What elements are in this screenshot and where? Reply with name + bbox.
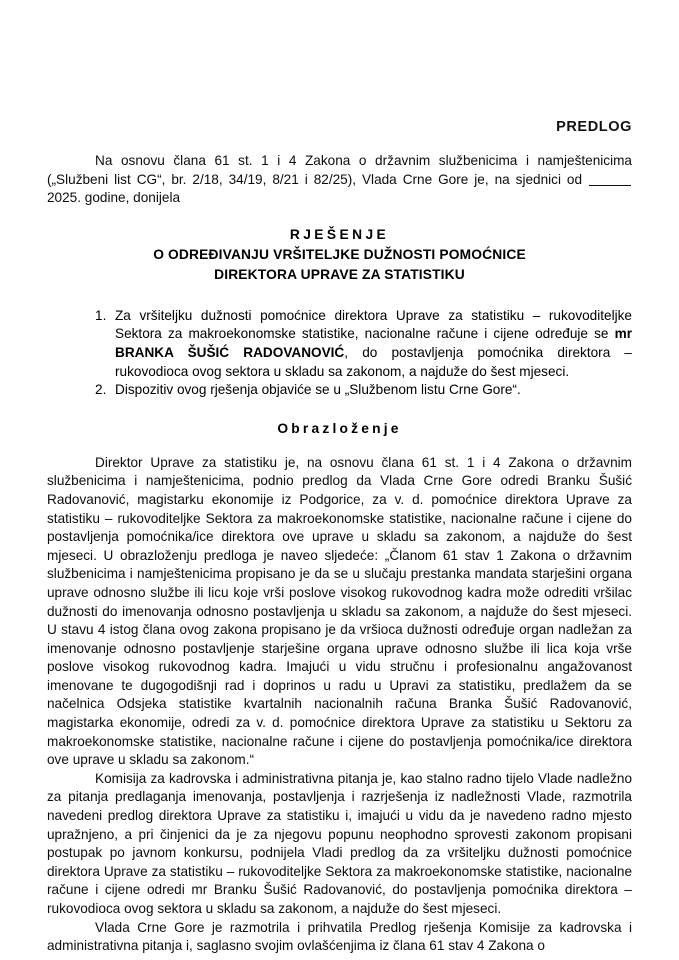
list-item bbox=[95, 307, 632, 381]
title-line-3: DIREKTORA UPRAVE ZA STATISTIKU bbox=[214, 266, 465, 282]
predlog-label: PREDLOG bbox=[556, 119, 632, 135]
list-item bbox=[95, 381, 632, 400]
intro-paragraph bbox=[47, 152, 632, 208]
intro-text-before-blank: Na osnovu člana 61 st. 1 i 4 Zakona o državnim službenicima i namještenicima („Službeni list CG“, br. 2/18, 34/19, 8/21 i 82/25), Vlada Crne Gore je, na sjednici od bbox=[47, 153, 632, 187]
decisions-list bbox=[47, 307, 632, 400]
decision-text-part2: , do postavljenja pomoćnika direktora – rukovodioca ovog sektora u skladu sa zakonom, a najduže do šest mjeseci. bbox=[115, 344, 632, 379]
predlog-header bbox=[0, 118, 632, 136]
decision-appointee-name: mr BRANKA ŠUŠIĆ RADOVANOVIĆ bbox=[115, 326, 632, 360]
reasoning-body bbox=[47, 454, 632, 956]
intro-text-after-blank: 2025. godine, donijela bbox=[47, 190, 181, 206]
title-line-1: RJEŠENJE bbox=[289, 226, 390, 242]
reasoning-paragraph-2: Komisija za kadrovska i administrativna pitanja je, kao stalno radno tijelo Vlade nadležno za pitanja predlaganja imenovanja, postavljenja i razrješenja iz nadležnosti Vlade, razmotrila navedeni predlog direktora Uprave za statistiku i, imajući u vidu da je navedeno radno mjesto upražnjeno, a pri činjenici da je za njegovu popunu neophodno sprovesti zakonom propisani postupak po javnom konkursu, podnijela Vladi predlog da za vršiteljku dužnosti pomoćnice direktora Uprave za statistiku – rukovoditeljke Sektora za makroekonomske statistike, nacionalne račune i cijene odredi mr Branku Šušić Radovanović, do postavljenja pomoćnika direktora – rukovodioca ovog sektora u skladu sa zakonom, a najduže do šest mjeseci. bbox=[47, 770, 632, 916]
decision-text-part1: Za vršiteljku dužnosti pomoćnice direktora Uprave za statistiku – rukovoditeljke Sektora za makroekonomske statistike, nacionalne račune i cijene određuje se bbox=[115, 307, 632, 342]
date-blank-field[interactable] bbox=[589, 185, 631, 186]
title-line-2: O ODREĐIVANJU VRŠITELJKE DUŽNOSTI POMOĆNICE bbox=[153, 246, 526, 262]
reasoning-heading-block bbox=[47, 420, 632, 438]
reasoning-paragraph-3: Vlada Crne Gore je razmotrila i prihvatila Predlog rješenja Komisije za kadrovska i administrativna pitanja i, saglasno svojim ovlašćenjima iz člana 61 stav 4 Zakona o bbox=[47, 919, 632, 954]
reasoning-heading: Obrazloženje bbox=[277, 420, 402, 436]
document-title-block bbox=[47, 225, 632, 285]
document-content bbox=[47, 152, 632, 956]
decision-text-part1: Dispozitiv ovog rješenja objaviće se u „Službenom listu Crne Gore“. bbox=[115, 382, 521, 398]
reasoning-paragraph-1: Direktor Uprave za statistiku je, na osnovu člana 61 st. 1 i 4 Zakona o državnim službenicima i namještenicima, podnio predlog da Vlada Crne Gore odredi Branku Šušić Radovanović, magistarku ekonomije iz Podgorice, za v. d. pomoćnice direktora Uprave za statistiku – rukovoditeljke Sektora za makroekonomske statistike, nacionalne račune i cijene do postavljenja pomoćnika/ice direktora ove uprave u skladu sa zakonom, a najduže do šest mjeseci. U obrazloženju predloga je naveo sljedeće: „Članom 61 stav 1 Zakona o državnim službenicima i namještenicima propisano je da se u slučaju prestanka mandata starješini organa uprave odnosno službe ili licu koje vrši poslove visokog rukovodnog kadra može odrediti vršilac dužnosti do imenovanja odnosno postavljenja u skladu sa zakonom, a najduže do šest mjeseci. U stavu 4 istog člana ovog zakona propisano je da vršioca dužnosti određuje organ nadležan za imenovanje odnosno postavljenje starješine organa uprave odnosno službe ili lica koja vrše poslove visokog rukovodnog kadra. Imajući u vidu stručnu i profesionalnu angažovanost imenovane te dugogodišnji rad i doprinos u radu u Upravi za statistiku, predlažem da se načelnica Odsjeka statistike kvartalnih nacionalnih računa Branka Šušić Radovanović, magistarka ekonomije, odredi za v. d. pomoćnice direktora Uprave za statistiku u Sektoru za makroekonomske statistike, nacionalne račune i cijene do postavljenja pomoćnika/ice direktora ove uprave u skladu sa zakonom.“ bbox=[47, 454, 632, 768]
